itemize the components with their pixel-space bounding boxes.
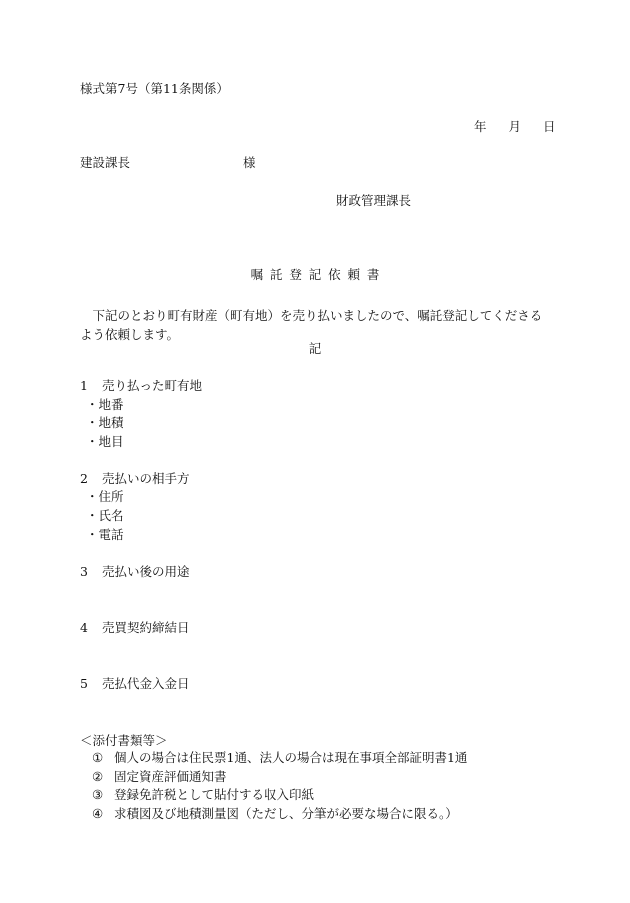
section-label: 売り払った町有地 — [102, 378, 203, 393]
section-number: 2 — [80, 471, 88, 486]
date-month-label: 月 — [508, 119, 522, 134]
ki-heading: 記 — [308, 341, 322, 356]
section-item: ・地積 — [86, 415, 124, 430]
form-number: 様式第7号（第11条関係） — [80, 81, 229, 96]
section-heading — [80, 678, 190, 691]
attachment-item — [92, 789, 314, 802]
section-label: 売払い後の用途 — [102, 564, 190, 579]
section-item: ・電話 — [86, 527, 124, 542]
attachments-title: ＜添付書類等＞ — [80, 733, 168, 748]
section-number: 5 — [80, 676, 88, 691]
section-label: 売払いの相手方 — [102, 471, 190, 486]
attachment-text: 登録免許税として貼付する収入印紙 — [114, 787, 315, 802]
document-title: 嘱託登記依頼書 — [250, 267, 387, 282]
section-label: 売払代金入金日 — [102, 676, 190, 691]
section-number: 3 — [80, 564, 88, 579]
attachment-marker: ① — [92, 750, 104, 765]
attachment-text: 求積図及び地積測量図（ただし、分筆が必要な場合に限る。） — [114, 806, 458, 821]
date-year-label: 年 — [474, 119, 487, 134]
date-day-label: 日 — [543, 119, 556, 134]
body-text: 下記のとおり町有財産（町有地）を売り払いましたので、嘱託登記してくださるよう依頼します。 — [80, 308, 543, 342]
date-line — [452, 121, 556, 134]
addressee-name: 建設課長 — [80, 155, 131, 170]
section-item: ・地目 — [86, 434, 124, 449]
addressee — [80, 155, 256, 170]
section-heading — [80, 622, 190, 635]
section-heading — [80, 473, 190, 486]
attachment-marker: ④ — [92, 806, 104, 821]
addressee-honorific: 様 — [243, 155, 256, 170]
attachment-text: 固定資産評価通知書 — [114, 769, 227, 784]
attachment-text: 個人の場合は住民票1通、法人の場合は現在事項全部証明書1通 — [114, 750, 468, 765]
section-item: ・氏名 — [86, 508, 124, 523]
section-heading — [80, 566, 190, 579]
section-label: 売買契約締結日 — [102, 620, 190, 635]
attachment-item — [92, 752, 467, 765]
attachment-item — [92, 771, 227, 784]
sender: 財政管理課長 — [336, 193, 412, 208]
attachment-marker: ③ — [92, 787, 104, 802]
section-number: 4 — [80, 620, 88, 635]
section-item: ・地番 — [86, 397, 124, 412]
section-number: 1 — [80, 378, 88, 393]
attachment-item — [92, 808, 458, 821]
section-heading — [80, 380, 202, 393]
section-item: ・住所 — [86, 489, 124, 504]
attachment-marker: ② — [92, 769, 104, 784]
